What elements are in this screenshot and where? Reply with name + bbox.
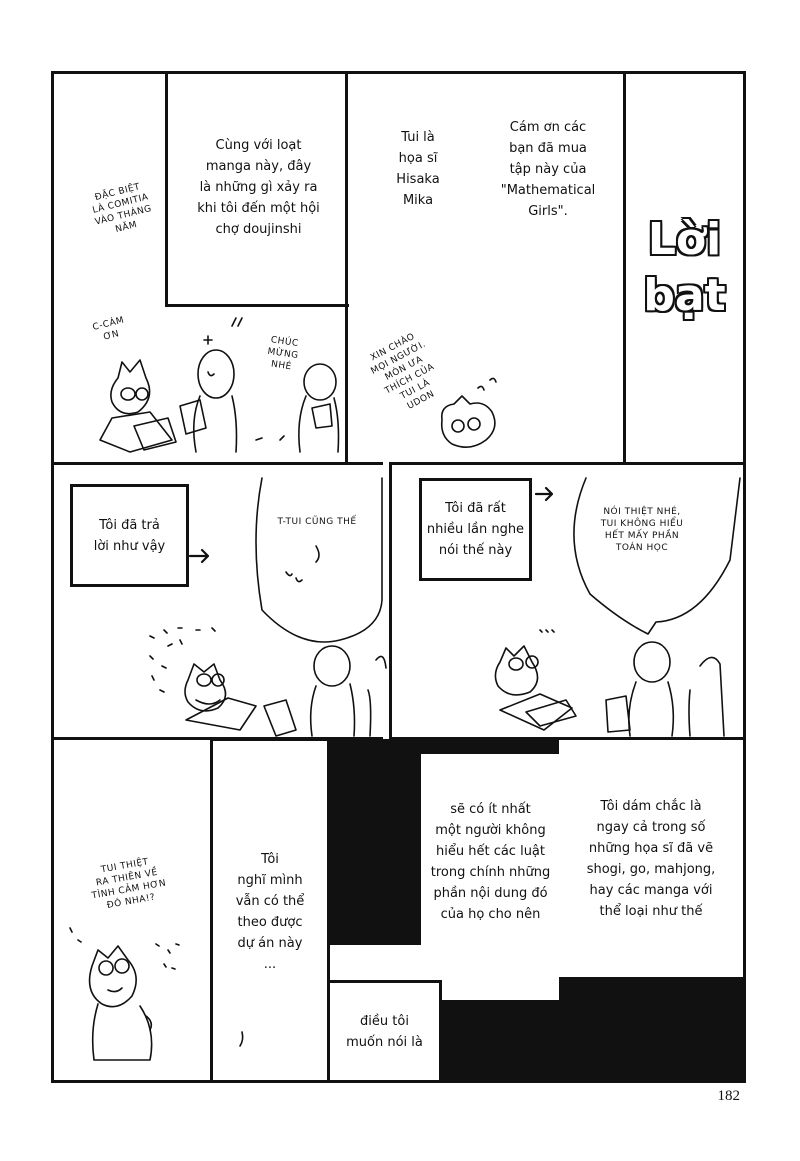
page-number: 182 [717, 1088, 740, 1104]
customer-icon [180, 350, 237, 452]
customer-row2b-icon [629, 642, 724, 736]
speech-bubble-right [574, 478, 740, 634]
side-note-comitia: ĐẶC BIỆT LÀ COMITIA VÀO THÁNG NĂM [91, 182, 153, 235]
speech-bubble-left [256, 478, 382, 642]
caption-sure-text: Tôi dám chắc là ngay cả trong số những họa sĩ đã vẽ shogi, go, mahjong, hay các manga với thể loại như thế [586, 798, 716, 919]
sfx-xin-chao: XIN CHÀO MỌI NGƯỜI. MÓN ƯA THÍCH CỦA TUI LÀ UDON [369, 331, 437, 412]
speech-bubble-right-text: NÓI THIỆT NHÉ, TUI KHÔNG HIỂU HẾT MẤY PHẦN TOÁN HỌC [600, 507, 684, 553]
author-cat-row3-icon [90, 946, 152, 1060]
thanks-text: Cám ơn các bạn đã mua tập này của "Mathematical Girls". [500, 120, 596, 219]
customer2-icon [299, 364, 339, 452]
customer-row2-icon [311, 646, 386, 736]
author-cat-row2b-icon [495, 646, 630, 732]
sfx-chuc-mung: CHÚC MỪNG NHÉ [266, 335, 300, 373]
caption-want-text: điều tôi muốn nói là [346, 1013, 423, 1050]
author-cat-row2-icon [185, 664, 296, 736]
speech-bubble-left-text: T-TUI CŨNG THẾ [277, 517, 357, 527]
caption-think-text: Tôi nghĩ mình vẫn có thể theo được dự án này ... [235, 852, 305, 972]
caption-replied-text: Tôi đã trả lời như vậy [93, 517, 166, 554]
udon-cat-icon [442, 378, 496, 447]
afterword-title: Lời bạt [643, 214, 726, 321]
author-cat-icon [100, 360, 176, 452]
side-note-sentimental: TUI THIỆT RA THIÊN VỀ TÌNH CẢM HƠN ĐÓ NHA!? [91, 857, 167, 911]
caption-atleast-text: sẽ có ít nhất một người không hiểu hết các luật trong chính những phần nội dung đó của họ cho nên [430, 801, 551, 922]
caption-heard-text: Tôi đã rất nhiều lần nghe nói thế này [426, 501, 525, 558]
caption-intro-text: Cùng với loạt manga này, đây là những gì xảy ra khi tôi đến một hội chợ doujinshi [197, 138, 320, 237]
sfx-c-cam-on: C-CÁM ƠN [91, 315, 126, 343]
author-intro: Tui là họa sĩ Hisaka Mika [396, 130, 440, 208]
